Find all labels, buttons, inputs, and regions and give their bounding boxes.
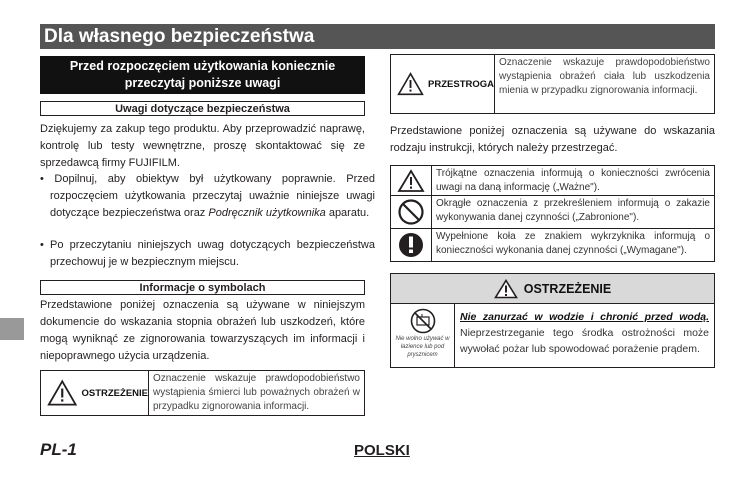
caution-definition-text: Oznaczenie wskazuje prawdopodobieństwo wystąpienia obrażeń ciała lub uszkodzenia mienia w przypadku zignorowania informacji. <box>499 57 710 96</box>
side-tab <box>0 318 24 340</box>
water-warning-row <box>391 304 714 368</box>
bullet-item-lens-usage: • Dopilnuj, aby obiektyw był użytkowany poprawnie. Przed rozpoczęciem użytkowania przeczytaj uważnie niniejsze uwagi dotyczące bezpieczeństwa oraz Podręcznik użytkownika aparatu. <box>40 173 375 219</box>
symbol-text-prohibited: Okrągłe oznaczenia z przekreśleniem informują o zakazie wykonywania danej czynności („Zabronione"). <box>436 198 710 223</box>
safety-notes-heading: Uwagi dotyczące bezpieczeństwa <box>40 101 365 116</box>
water-warning-box <box>390 273 715 368</box>
caution-definition-box <box>390 54 715 114</box>
symbols-intro: Przedstawione poniżej oznaczenia są używane w niniejszym dokumencie do wskazania stopnia obrażeń lub uszkodzeń, które mogą wyniknąć ze zignorowania towarzyszących im informacji i niepoprawnego użycia urządzenia. <box>40 299 365 362</box>
read-before-use-text: Przed rozpoczęciem użytkowania koniecznie przeczytaj poniższe uwagi <box>69 59 336 90</box>
warning-band-triangle-icon <box>494 279 518 299</box>
symbol-row-prohibited <box>390 196 715 229</box>
water-warning-rest: Nieprzestrzeganie tego środka ostrożności może wywołać pożar lub spowodować porażenie prądem. <box>460 327 709 355</box>
no-water-icon <box>408 308 438 334</box>
caution-triangle-icon <box>397 69 424 99</box>
warning-label-cell <box>41 371 149 415</box>
bullet1-text-a: Dopilnuj, aby obiektyw był użytkowany poprawnie. Przed rozpoczęciem użytkowania przeczytaj uważnie niniejsze uwagi dotyczące bezpieczeństwa oraz <box>50 173 375 219</box>
symbol-cell-mandatory <box>391 229 432 261</box>
symbol-cell-triangle <box>391 166 432 195</box>
no-water-caption: Nie wolno używać w łazience lub pod prysznicem <box>395 336 450 358</box>
warning-triangle-icon <box>47 378 77 408</box>
bullet1-text-b: aparatu. <box>325 207 370 219</box>
read-before-use-header <box>40 56 365 94</box>
water-warning-bold: Nie zanurzać w wodzie i chronić przed wodą. <box>460 311 709 323</box>
warning-definition-text: Oznaczenie wskazuje prawdopodobieństwo wystąpienia śmierci lub poważnych obrażeń w przypadku zignorowania informacji. <box>153 373 360 412</box>
bullet2-text: Po przeczytaniu niniejszych uwag dotyczących bezpieczeństwa przechowuj je w bezpiecznym miejscu. <box>50 239 375 268</box>
caution-label-cell <box>391 55 495 113</box>
symbol-text-important: Trójkątne oznaczenia informują o konieczności zwrócenia uwagi na daną informację („Ważne"). <box>436 168 710 193</box>
water-warning-text <box>455 304 714 368</box>
language-label: POLSKI <box>354 442 410 459</box>
bullet1-italic: Podręcznik użytkownika <box>208 207 326 219</box>
warning-band <box>391 274 714 304</box>
no-water-icon-cell <box>391 304 455 368</box>
symbol-table <box>390 165 715 262</box>
bullet-item-keep-notes: • Po przeczytaniu niniejszych uwag dotyczących bezpieczeństwa przechowuj je w bezpiecznym miejscu. <box>40 239 375 268</box>
symbol-text-mandatory: Wypełnione koła ze znakiem wykrzyknika informują o konieczności wykonania danej czynności („Wymagane"). <box>436 231 710 256</box>
mandatory-exclamation-icon <box>397 231 425 259</box>
important-triangle-icon <box>397 169 425 193</box>
warning-band-title: OSTRZEŻENIE <box>523 281 612 296</box>
intro-paragraph: Dziękujemy za zakup tego produktu. Aby przeprowadzić naprawę, kontrolę lub testy wewnętrzne, proszę skontaktować się ze sprzedawcą firmy FUJIFILM. <box>40 123 365 169</box>
prohibited-icon <box>397 198 425 226</box>
page-number: PL-1 <box>40 440 77 459</box>
symbols-heading: Informacje o symbolach <box>40 280 365 295</box>
symbol-cell-prohibit <box>391 196 432 228</box>
caution-label: PRZESTROGA <box>428 78 494 90</box>
warning-label: OSTRZEŻENIE <box>81 387 148 399</box>
instruction-symbols-intro: Przedstawione poniżej oznaczenia są używane do wskazania rodzaju instrukcji, których należy przestrzegać. <box>390 125 715 154</box>
symbol-row-mandatory <box>390 229 715 262</box>
symbol-row-important <box>390 166 715 196</box>
warning-definition-box <box>40 370 365 416</box>
page-title: Dla własnego bezpieczeństwa <box>40 24 715 49</box>
